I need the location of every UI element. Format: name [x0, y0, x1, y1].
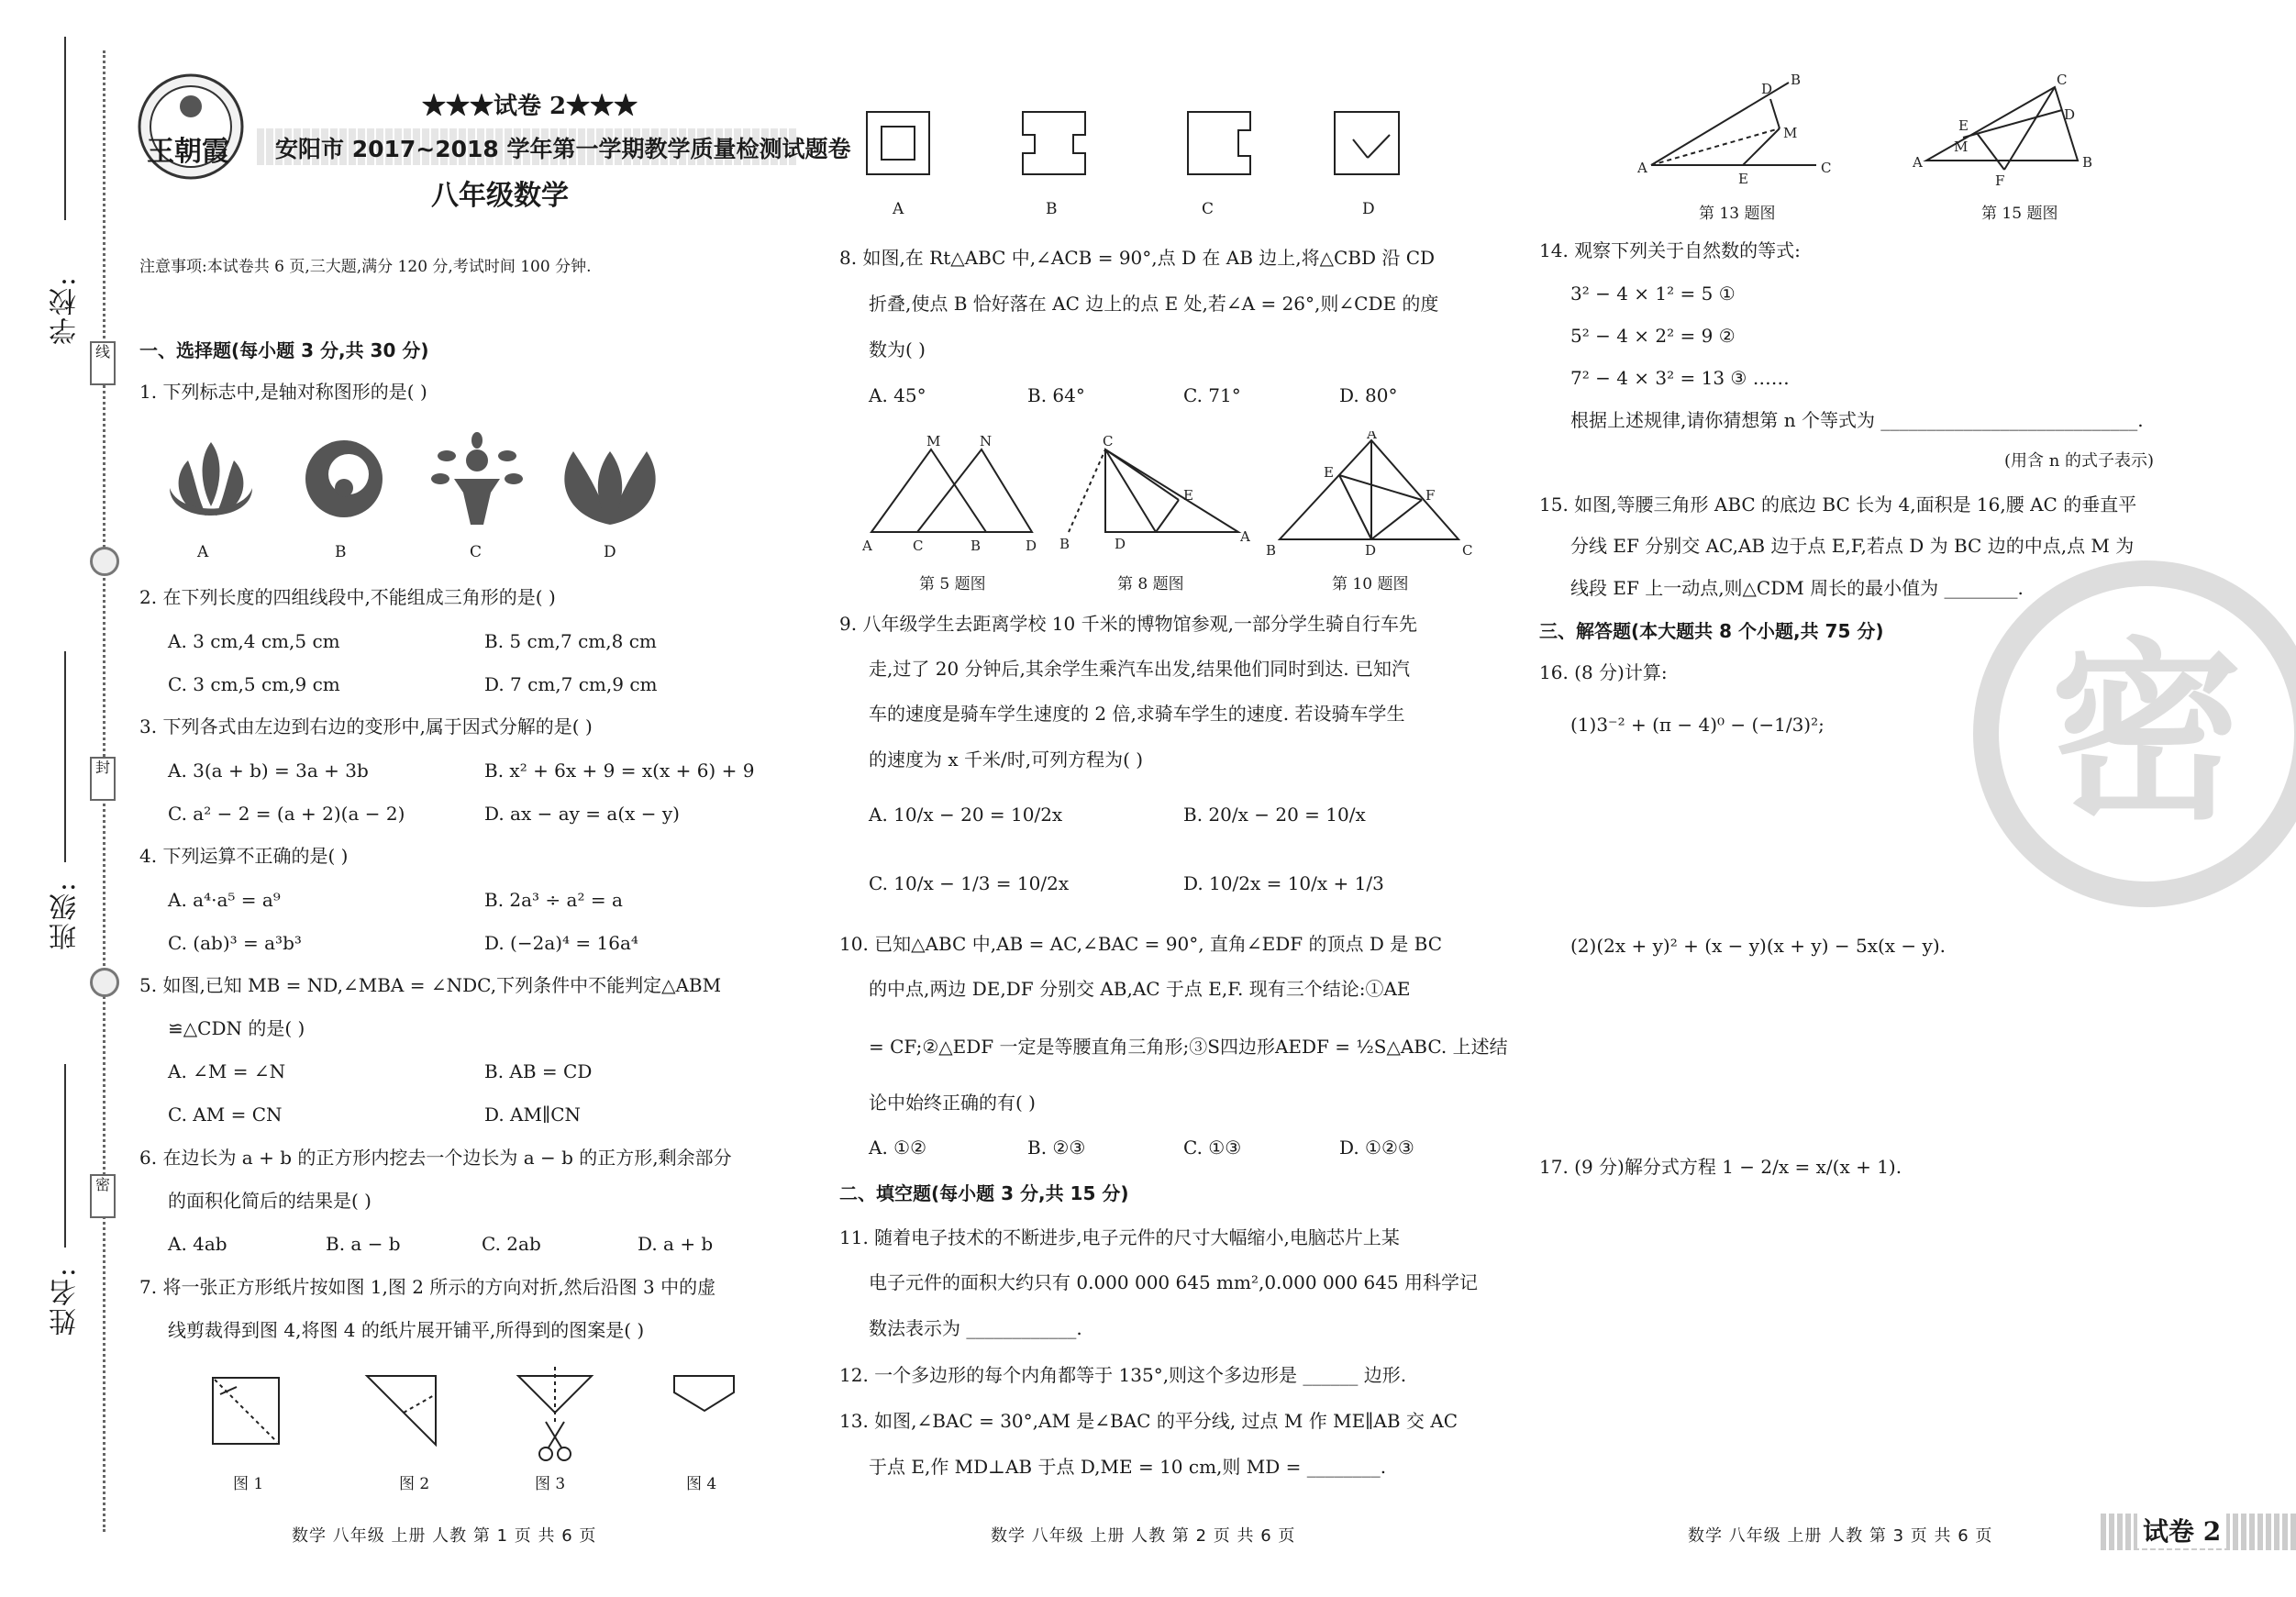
q11-stem-1: 11. 随着电子技术的不断进步,电子元件的尺寸大幅缩小,电脑芯片上某 [839, 1226, 1400, 1248]
q7-fig-caption-2: 图 2 [399, 1475, 430, 1493]
q10-option-a[interactable]: A. ①② [869, 1137, 927, 1159]
q8-stem-2: 折叠,使点 B 恰好落在 AC 边上的点 E 处,若∠A = 26°,则∠CDE 的度 [869, 293, 1439, 315]
q2-option-a[interactable]: A. 3 cm,4 cm,5 cm [168, 630, 340, 652]
svg-text:B: B [971, 538, 982, 554]
q10-option-d[interactable]: D. ①②③ [1339, 1137, 1414, 1159]
q3-option-c[interactable]: C. a² − 2 = (a + 2)(a − 2) [168, 803, 405, 825]
svg-text:A: A [1913, 154, 1923, 171]
q16-part-2: (2)(2x + y)² + (x − y)(x + y) − 5x(x − y). [1570, 935, 1947, 957]
q5-option-d[interactable]: D. AM∥CN [484, 1103, 581, 1126]
q9-stem-3: 车的速度是骑车学生速度的 2 倍,求骑车学生的速度. 若设骑车学生 [869, 703, 1405, 725]
q3-stem: 3. 下列各式由左边到右边的变形中,属于因式分解的是( ) [139, 715, 593, 738]
svg-text:E: E [1324, 464, 1334, 481]
q7-choice-label-c[interactable]: C [1202, 200, 1215, 218]
seal-mark-line: 线 [90, 341, 116, 385]
q5-stem-1: 5. 如图,已知 MB = ND,∠MBA = ∠NDC,下列条件中不能判定△ABM [139, 974, 722, 996]
q7-choice-label-b[interactable]: B [1046, 200, 1058, 218]
svg-text:A: A [1637, 160, 1647, 176]
q3-option-b[interactable]: B. x² + 6x + 9 = x(x + 6) + 9 [484, 760, 755, 782]
q16-stem: 16. (8 分)计算: [1539, 661, 1668, 683]
svg-text:A: A [862, 538, 872, 554]
q10-stem-4: 论中始终正确的有( ) [869, 1092, 1036, 1114]
q6-stem-2: 的面积化简后的结果是( ) [168, 1190, 372, 1212]
q5-option-c[interactable]: C. AM = CN [168, 1103, 283, 1126]
seal-mark-secret: 密 [90, 1174, 116, 1218]
q8-stem-3: 数为( ) [869, 338, 926, 360]
q7-answer-figures [858, 103, 1436, 194]
q1-label-b: B [335, 543, 347, 561]
section-3-title: 三、解答题(本大题共 8 个小题,共 75 分) [1539, 620, 1884, 642]
q7-fig-caption-1: 图 1 [233, 1475, 264, 1493]
svg-text:C: C [1462, 542, 1473, 559]
logo-c-icon [431, 432, 523, 525]
q9-option-c[interactable]: C. 10/x − 1/3 = 10/2x [869, 872, 1070, 894]
q7-figures [202, 1367, 752, 1468]
svg-text:D: D [1026, 538, 1037, 554]
q1-stem: 1. 下列标志中,是轴对称图形的是( ) [139, 381, 427, 403]
q7-choice-a-icon [867, 112, 929, 174]
svg-text:D: D [1365, 542, 1377, 559]
q17-stem: 17. (9 分)解分式方程 1 − 2/x = x/(x + 1). [1539, 1156, 1902, 1178]
q5-option-b[interactable]: B. AB = CD [484, 1060, 593, 1082]
q4-option-a[interactable]: A. a⁴·a⁵ = a⁹ [168, 889, 281, 911]
q8-option-a[interactable]: A. 45° [869, 384, 926, 406]
q4-option-b[interactable]: B. 2a³ ÷ a² = a [484, 889, 623, 911]
svg-text:F: F [1995, 172, 2005, 189]
q8-option-d[interactable]: D. 80° [1339, 384, 1398, 406]
svg-text:E: E [1958, 117, 1969, 134]
q5-stem-2: ≌△CDN 的是( ) [168, 1017, 305, 1039]
svg-text:B: B [1266, 542, 1277, 559]
q9-option-a[interactable]: A. 10/x − 20 = 10/2x [869, 804, 1063, 826]
q7-choice-label-a[interactable]: A [893, 200, 904, 218]
svg-text:D: D [1115, 536, 1126, 552]
q12-stem: 12. 一个多边形的每个内角都等于 135°,则这个多边形是 ______ 边形. [839, 1364, 1407, 1386]
q14-eq-3: 7² − 4 × 3² = 13 ③ …… [1570, 367, 1790, 389]
q9-option-b[interactable]: B. 20/x − 20 = 10/x [1183, 804, 1366, 826]
svg-text:D: D [2064, 106, 2076, 123]
section-1-title: 一、选择题(每小题 3 分,共 30 分) [139, 339, 429, 361]
footer-page-3: 数学 八年级 上册 人教 第 3 页 共 6 页 [1688, 1526, 1993, 1546]
q14-eq-1: 3² − 4 × 1² = 5 ① [1570, 283, 1736, 305]
svg-text:E: E [1738, 171, 1748, 187]
fig-q13 [1651, 83, 1816, 165]
name-label: 姓名: [50, 1266, 82, 1336]
watermark-char: 密 [2049, 619, 2244, 846]
q1-label-a: A [197, 543, 209, 561]
exam-notice: 注意事项:本试卷共 6 页,三大题,满分 120 分,考试时间 100 分钟. [139, 258, 592, 276]
q13-stem-2: 于点 E,作 MD⊥AB 于点 D,ME = 10 cm,则 MD = ________. [869, 1456, 1387, 1478]
fig-caption-q8: 第 8 题图 [1117, 575, 1184, 593]
class-label: 班级: [50, 881, 82, 951]
seal-mark-seal: 封 [90, 757, 116, 801]
q11-stem-3: 数法表示为 ____________. [869, 1317, 1082, 1339]
footer-paper-badge: 试卷 2 [2137, 1512, 2226, 1548]
q13-stem-1: 13. 如图,∠BAC = 30°,AM 是∠BAC 的平分线, 过点 M 作 ME∥AB 交 AC [839, 1410, 1459, 1432]
svg-text:C: C [1103, 433, 1114, 449]
binding-hole-1 [90, 547, 119, 576]
q8-option-b[interactable]: B. 64° [1027, 384, 1085, 406]
q15-stem-2: 分线 EF 分别交 AC,AB 边于点 E,F,若点 D 为 BC 边的中点,点 M 为 [1570, 535, 2135, 557]
q6-option-c[interactable]: C. 2ab [482, 1233, 541, 1255]
svg-text:N: N [980, 433, 993, 449]
q14-note: (用含 n 的式子表示) [2004, 451, 2155, 471]
name-field[interactable] [64, 1064, 66, 1248]
q8-option-c[interactable]: C. 71° [1183, 384, 1241, 406]
q2-option-d[interactable]: D. 7 cm,7 cm,9 cm [484, 673, 658, 695]
fold-fig-1 [213, 1378, 279, 1444]
q14-ask: 根据上述规律,请你猜想第 n 个等式为 ____________________________. [1570, 409, 2144, 431]
q15-stem-3: 线段 EF 上一动点,则△CDM 周长的最小值为 ________. [1570, 577, 2024, 599]
fig-q8 [1069, 449, 1238, 532]
geometry-figures-13-15 [1633, 73, 2110, 193]
q1-logos [161, 424, 729, 552]
q6-option-b[interactable]: B. a − b [326, 1233, 401, 1255]
geometry-figures-5-8-10 [862, 431, 1477, 560]
q9-stem-1: 9. 八年级学生去距离学校 10 千米的博物馆参观,一部分学生骑自行车先 [839, 613, 1417, 635]
q5-option-a[interactable]: A. ∠M = ∠N [168, 1060, 286, 1082]
q6-option-a[interactable]: A. 4ab [168, 1233, 227, 1255]
q7-fig-caption-3: 图 3 [535, 1475, 566, 1493]
footer-page-2: 数学 八年级 上册 人教 第 2 页 共 6 页 [991, 1526, 1296, 1546]
logo-b-icon [305, 440, 383, 517]
fold-fig-3 [518, 1367, 592, 1460]
q10-option-c[interactable]: C. ①③ [1183, 1137, 1242, 1159]
q6-option-d[interactable]: D. a + b [638, 1233, 714, 1255]
q9-option-d[interactable]: D. 10/2x = 10/x + 1/3 [1183, 872, 1384, 894]
brand-logo-text: 王朝霞 [147, 136, 229, 168]
q14-stem: 14. 观察下列关于自然数的等式: [1539, 239, 1801, 261]
subject-title: 八年级数学 [431, 180, 569, 212]
svg-text:E: E [1183, 487, 1193, 504]
q7-stem-2: 线剪裁得到图 4,将图 4 的纸片展开铺平,所得到的图案是( ) [168, 1319, 645, 1341]
class-field[interactable] [64, 651, 66, 862]
logo-d-icon [564, 451, 655, 525]
q2-option-b[interactable]: B. 5 cm,7 cm,8 cm [484, 630, 657, 652]
footer-page-1: 数学 八年级 上册 人教 第 1 页 共 6 页 [292, 1526, 597, 1546]
q7-stem-1: 7. 将一张正方形纸片按如图 1,图 2 所示的方向对折,然后沿图 3 中的虚 [139, 1276, 716, 1298]
q1-label-d: D [604, 543, 616, 561]
q4-option-c[interactable]: C. (ab)³ = a³b³ [168, 932, 302, 954]
fig-caption-q15: 第 15 题图 [1981, 205, 2058, 223]
q10-stem-2: 的中点,两边 DE,DF 分别交 AB,AC 于点 E,F. 现有三个结论:①AE [869, 978, 1411, 1000]
q10-stem-1: 10. 已知△ABC 中,AB = AC,∠BAC = 90°, 直角∠EDF 的顶点 D 是 BC [839, 933, 1443, 955]
svg-text:A: A [1367, 431, 1377, 442]
svg-text:C: C [1821, 160, 1832, 176]
school-label: 学校: [50, 275, 82, 346]
q3-option-d[interactable]: D. ax − ay = a(x − y) [484, 803, 680, 825]
fig-caption-q13: 第 13 题图 [1699, 205, 1776, 223]
fig-caption-q5: 第 5 题图 [919, 575, 986, 593]
svg-text:A: A [1240, 528, 1250, 545]
q14-eq-2: 5² − 4 × 2² = 9 ② [1570, 325, 1736, 347]
svg-text:C: C [913, 538, 924, 554]
q16-part-1: (1)3⁻² + (π − 4)⁰ − (−1/3)²; [1570, 714, 1825, 736]
q7-choice-c-icon [1188, 112, 1250, 174]
q2-option-c[interactable]: C. 3 cm,5 cm,9 cm [168, 673, 340, 695]
q4-stem: 4. 下列运算不正确的是( ) [139, 845, 349, 867]
fig-q15 [1926, 87, 2078, 170]
q2-stem: 2. 在下列长度的四组线段中,不能组成三角形的是( ) [139, 586, 556, 608]
exam-title: 安阳市 2017~2018 学年第一学期教学质量检测试题卷 [275, 136, 851, 162]
svg-text:D: D [1761, 81, 1773, 97]
q9-stem-2: 走,过了 20 分钟后,其余学生乘汽车出发,结果他们同时到达. 已知汽 [869, 658, 1410, 680]
q7-choice-d-icon [1335, 112, 1399, 174]
svg-text:M: M [1954, 139, 1969, 155]
binding-strip [0, 0, 138, 1597]
q7-choice-b-icon [1023, 112, 1085, 174]
q6-stem-1: 6. 在边长为 a + b 的正方形内挖去一个边长为 a − b 的正方形,剩余部分 [139, 1147, 732, 1169]
logo-a-icon [170, 442, 252, 516]
svg-text:B: B [2082, 154, 2093, 171]
q8-stem-1: 8. 如图,在 Rt△ABC 中,∠ACB = 90°,点 D 在 AB 边上,将△CBD 沿 CD [839, 247, 1436, 269]
q3-option-a[interactable]: A. 3(a + b) = 3a + 3b [168, 760, 369, 782]
fig-q5 [871, 449, 1032, 532]
svg-text:C: C [2057, 73, 2068, 88]
q1-label-c: C [470, 543, 482, 561]
q15-stem-1: 15. 如图,等腰三角形 ABC 的底边 BC 长为 4,面积是 16,腰 AC 的垂直平 [1539, 494, 2137, 516]
q10-stem-3: = CF;②△EDF 一定是等腰直角三角形;③S四边形AEDF = ½S△ABC. 上述结 [869, 1036, 1508, 1058]
section-2-title: 二、填空题(每小题 3 分,共 15 分) [839, 1182, 1129, 1204]
q4-option-d[interactable]: D. (−2a)⁴ = 16a⁴ [484, 932, 638, 954]
svg-text:M: M [926, 433, 941, 449]
binding-hole-2 [90, 968, 119, 997]
svg-text:F: F [1425, 487, 1436, 504]
school-field[interactable] [64, 37, 66, 220]
svg-text:M: M [1783, 125, 1798, 141]
paper-badge: ★★★试卷 2★★★ [422, 93, 638, 120]
confidential-watermark [1972, 560, 2296, 908]
fold-fig-4 [674, 1376, 734, 1411]
svg-text:B: B [1059, 536, 1070, 552]
fig-caption-q10: 第 10 题图 [1332, 575, 1409, 593]
q7-choice-label-d[interactable]: D [1362, 200, 1375, 218]
fold-fig-2 [367, 1376, 436, 1445]
svg-text:B: B [1791, 73, 1802, 88]
q11-stem-2: 电子元件的面积大约只有 0.000 000 645 mm²,0.000 000 645 用科学记 [869, 1271, 1479, 1293]
q9-stem-4: 的速度为 x 千米/时,可列方程为( ) [869, 749, 1144, 771]
q7-fig-caption-4: 图 4 [686, 1475, 717, 1493]
q10-option-b[interactable]: B. ②③ [1027, 1137, 1086, 1159]
